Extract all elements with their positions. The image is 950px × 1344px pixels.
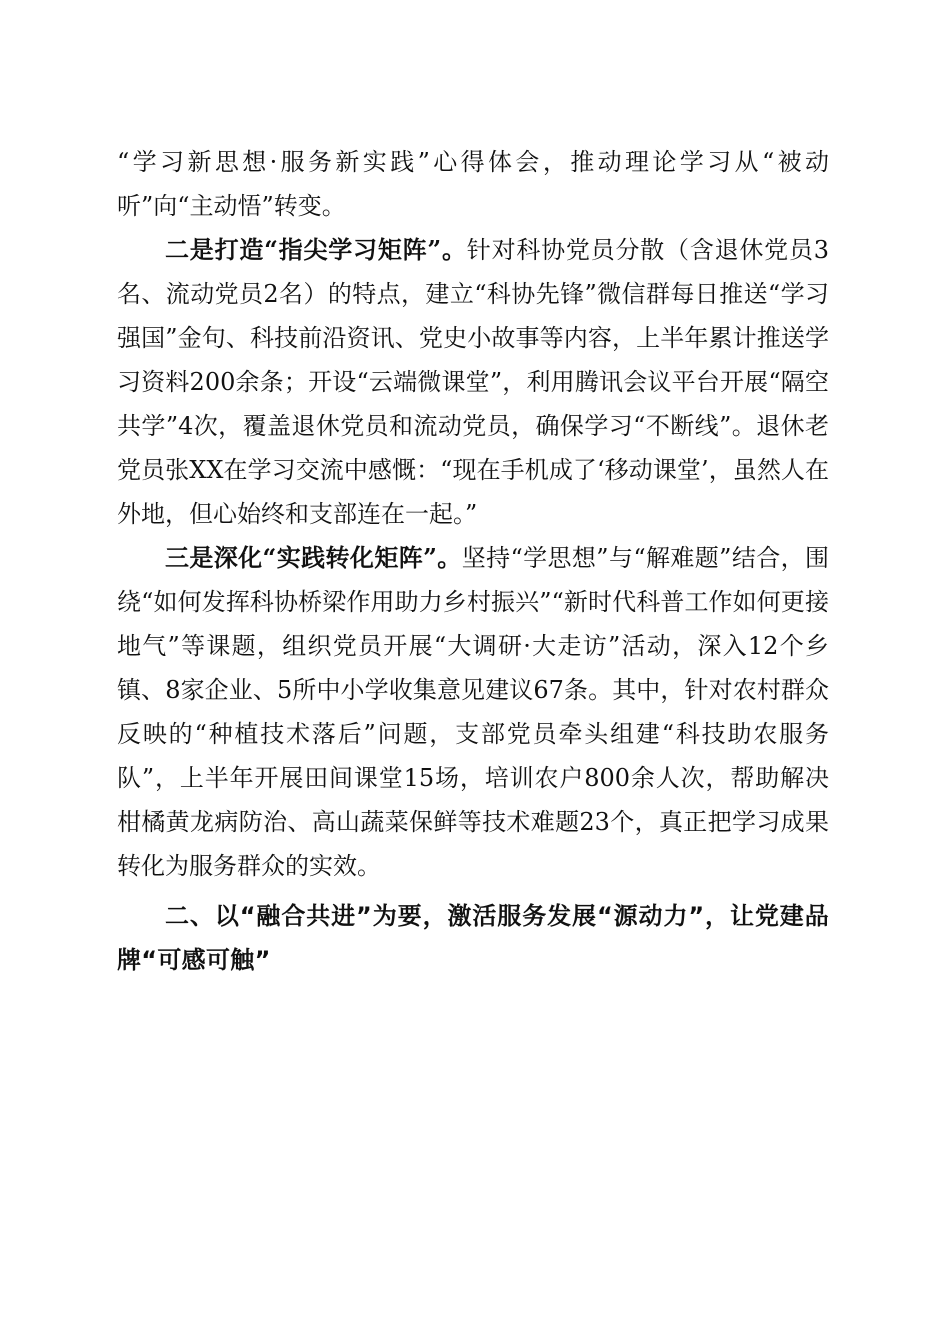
paragraph-continuation: [117, 140, 829, 228]
paragraph-practice-transformation: [117, 536, 829, 888]
paragraph-text: 坚持“学思想”与“解难题”结合，围绕“如何发挥科协桥梁作用助力乡村振兴”“新时代科普工作如何更接地气”等课题，组织党员开展“大调研·大走访”活动，深入12个乡镇、8家企业、5所中小学收集意见建议67条。其中，针对农村群众反映的“种植技术落后”问题，支部党员牵头组建“科技助农服务队”，上半年开展田间课堂15场，培训农户800余人次，帮助解决柑橘黄龙病防治、高山蔬菜保鲜等技术难题23个，真正把学习成果转化为服务群众的实效。: [117, 544, 830, 880]
paragraph-lead: 二是打造“指尖学习矩阵”。: [165, 235, 467, 264]
section-heading: 二、以“融合共进”为要，激活服务发展“源动力”，让党建品牌“可感可触”: [117, 902, 829, 974]
paragraph-lead: 三是深化“实践转化矩阵”。: [165, 543, 462, 572]
document-body: [117, 140, 829, 982]
paragraph-text: “学习新思想·服务新实践”心得体会，推动理论学习从“被动听”向“主动悟”转变。: [117, 148, 829, 220]
paragraph-text: 针对科协党员分散（含退休党员3名、流动党员2名）的特点，建立“科协先锋”微信群每日推送“学习强国”金句、科技前沿资讯、党史小故事等内容，上半年累计推送学习资料200余条；开设“云端微课堂”，利用腾讯会议平台开展“隔空共学”4次，覆盖退休党员和流动党员，确保学习“不断线”。退休老党员张XX在学习交流中感慨：“现在手机成了‘移动课堂’，虽然人在外地，但心始终和支部连在一起。”: [117, 236, 829, 528]
paragraph-finger-learning: [117, 228, 829, 536]
